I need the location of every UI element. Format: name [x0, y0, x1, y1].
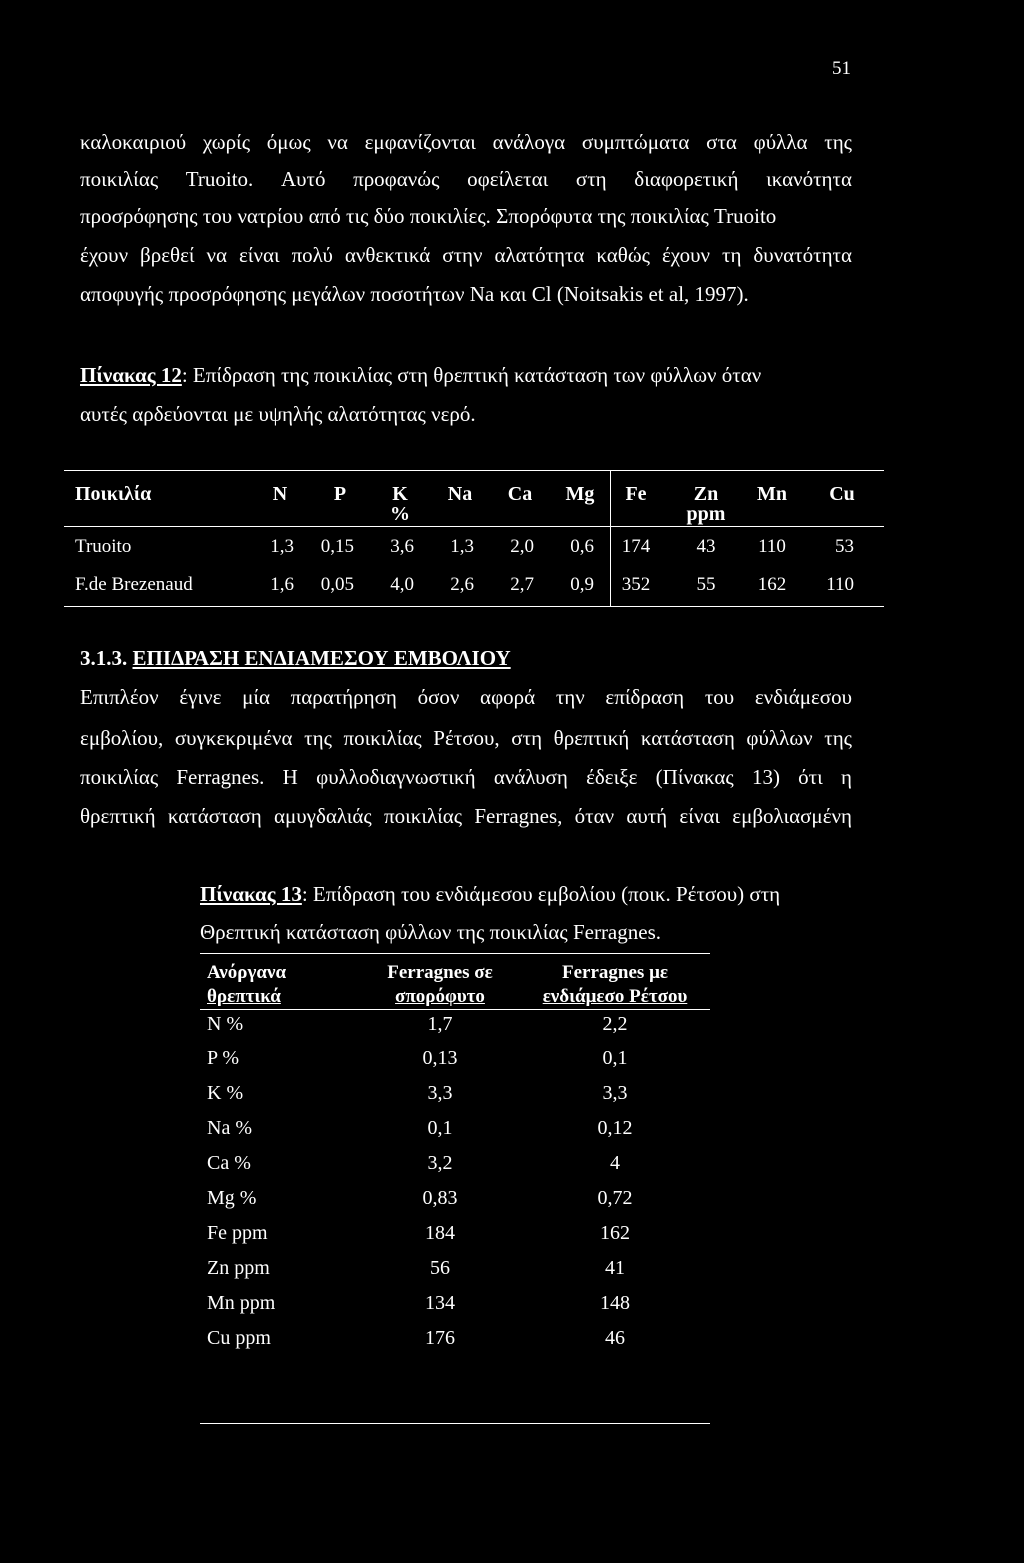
table-cell: 1,3 — [270, 536, 294, 557]
table-cell: 3,6 — [390, 536, 414, 557]
table13-cell-seedling: 184 — [425, 1222, 455, 1244]
col-header-variety: Ποικιλία — [75, 483, 152, 505]
table-cell: 174 — [621, 536, 651, 557]
table-rule — [64, 526, 884, 527]
page-number: 51 — [832, 58, 851, 79]
text-line: ποικιλίας Ferragnes. Η φυλλοδιαγνωστική ανάλυση έδειξε (Πίνακας 13) ότι η — [80, 765, 852, 789]
table13-cell-nutrient: Na % — [207, 1117, 252, 1139]
col-header-seedling: Ferragnes σε — [387, 962, 493, 983]
table-cell: 1,6 — [270, 574, 294, 595]
table13-cell-seedling: 0,13 — [422, 1047, 458, 1069]
col-header-n: N — [272, 483, 288, 505]
table13-cell-seedling: 0,83 — [422, 1187, 458, 1209]
col-header-interstock-line2-text: ενδιάμεσο Ρέτσου — [542, 986, 688, 1007]
col-header-mn: Mn — [757, 483, 787, 505]
section-heading — [80, 646, 511, 671]
table13-cell-nutrient: Zn ppm — [207, 1257, 270, 1279]
text-line: έχουν βρεθεί να είναι πολύ ανθεκτικά στην αλατότητα καθώς έχουν τη δυνατότητα — [80, 243, 852, 267]
col-header-nutrient-line2-text: θρεπτικά — [207, 986, 281, 1007]
table-cell: 0,05 — [320, 574, 354, 595]
table-rule — [200, 953, 710, 954]
table13-cell-nutrient: Cu ppm — [207, 1327, 271, 1349]
table13-cell-nutrient: K % — [207, 1082, 244, 1104]
text-line: προσρόφησης του νατρίου από τις δύο ποικιλίες. Σπορόφυτα της ποικιλίας Truoito — [80, 204, 777, 228]
section-title: ΕΠΙΔΡΑΣΗ ΕΝΔΙΑΜΕΣΟΥ ΕΜΒΟΛΙΟΥ — [132, 646, 511, 670]
col-header-p: P — [333, 483, 347, 505]
col-header-fe: Fe — [625, 483, 647, 505]
table13-cell-seedling: 134 — [425, 1292, 455, 1314]
table13-caption-label: Πίνακας 13 — [200, 882, 302, 906]
table-cell: 2,0 — [510, 536, 534, 557]
table13-cell-seedling: 3,2 — [427, 1152, 453, 1174]
table12-caption-line2: αυτές αρδεύονται με υψηλής αλατότητας νερό. — [80, 402, 476, 426]
table-cell: 162 — [757, 574, 787, 595]
table-cell: 55 — [696, 574, 716, 595]
table-rule — [64, 606, 884, 607]
text-line: καλοκαιριού χωρίς όμως να εμφανίζονται ανάλογα συμπτώματα στα φύλλα της — [80, 130, 852, 154]
table-cell: 2,7 — [510, 574, 534, 595]
col-header-ca: Ca — [507, 483, 533, 505]
table13-caption-line2: Θρεπτική κατάσταση φύλλων της ποικιλίας Ferragnes. — [200, 920, 661, 944]
table13-cell-interstock: 0,1 — [602, 1047, 628, 1069]
col-header-mg: Mg — [565, 483, 595, 505]
table13-cell-nutrient: Mn ppm — [207, 1292, 276, 1314]
text-line: ποικιλίας Truoito. Αυτό προφανώς οφείλεται στη διαφορετική ικανότητα — [80, 167, 852, 191]
table12-caption-text: : Επίδραση της ποικιλίας στη θρεπτική κατάσταση των φύλλων όταν — [181, 363, 762, 387]
col-header-cu: Cu — [829, 483, 855, 505]
text-line: Επιπλέον έγινε μία παρατήρηση όσον αφορά την επίδραση του ενδιάμεσου — [80, 685, 852, 709]
table12-caption — [80, 363, 852, 388]
table13-cell-seedling: 1,7 — [427, 1013, 453, 1035]
table13-cell-interstock: 4 — [610, 1152, 620, 1174]
table-cell: 2,6 — [450, 574, 474, 595]
table13-cell-interstock: 148 — [600, 1292, 630, 1314]
col-header-na: Na — [447, 483, 473, 505]
col-header-seedling-line2 — [365, 986, 515, 1008]
col-header-seedling-line2-text: σπορόφυτο — [395, 986, 485, 1007]
table-cell: 352 — [621, 574, 651, 595]
table-cell: 43 — [696, 536, 716, 557]
table-rule — [64, 470, 884, 471]
table-column-divider — [610, 470, 611, 606]
text-line: θρεπτική κατάσταση αμυγδαλιάς ποικιλίας Ferragnes, όταν αυτή είναι εμβολιασμένη — [80, 804, 852, 828]
table13-cell-seedling: 56 — [430, 1257, 450, 1279]
table-rule — [200, 1009, 710, 1010]
table-cell: 53 — [835, 536, 854, 557]
table13-cell-interstock: 41 — [605, 1257, 625, 1279]
table-cell: 110 — [758, 536, 786, 557]
table13-cell-nutrient: Fe ppm — [207, 1222, 268, 1244]
section-number: 3.1.3. — [80, 646, 128, 670]
table-rule — [200, 1423, 710, 1424]
text-line: αποφυγής προσρόφησης μεγάλων ποσοτήτων Na και Cl (Noitsakis et al, 1997). — [80, 282, 749, 306]
table13-caption-text: : Επίδραση του ενδιάμεσου εμβολίου (ποικ. Ρέτσου) στη — [301, 882, 781, 906]
unit-percent: % — [390, 503, 410, 525]
unit-ppm: ppm — [686, 503, 726, 525]
col-header-nutrient-line2 — [207, 986, 281, 1008]
table13-cell-interstock: 2,2 — [602, 1013, 628, 1035]
table-cell: 110 — [826, 574, 854, 595]
text-line: εμβολίου, συγκεκριμένα της ποικιλίας Ρέτσου, στη θρεπτική κατάσταση φύλλων της — [80, 726, 852, 750]
table-cell: 0,15 — [320, 536, 354, 557]
table13-cell-nutrient: N % — [207, 1013, 244, 1035]
table13-cell-seedling: 3,3 — [427, 1082, 453, 1104]
table13-caption — [200, 882, 780, 907]
col-header-interstock-line2 — [520, 986, 710, 1008]
table-cell-variety: Truoito — [75, 536, 132, 557]
table-cell: 4,0 — [390, 574, 414, 595]
table13-cell-interstock: 46 — [605, 1327, 625, 1349]
col-header-k: K — [392, 483, 408, 505]
table13-cell-interstock: 0,12 — [597, 1117, 633, 1139]
table13-cell-seedling: 0,1 — [427, 1117, 453, 1139]
col-header-nutrient: Ανόργανα — [207, 962, 287, 983]
table-cell: 0,9 — [570, 574, 594, 595]
table13-cell-nutrient: Ca % — [207, 1152, 251, 1174]
table13-cell-interstock: 162 — [600, 1222, 630, 1244]
table12-caption-label: Πίνακας 12 — [80, 363, 182, 387]
table13-cell-nutrient: P % — [207, 1047, 240, 1069]
table-cell: 1,3 — [450, 536, 474, 557]
table13-cell-interstock: 3,3 — [602, 1082, 628, 1104]
table13-cell-interstock: 0,72 — [597, 1187, 633, 1209]
table-cell-variety: F.de Brezenaud — [75, 574, 193, 595]
table-cell: 0,6 — [570, 536, 594, 557]
table13-cell-nutrient: Mg % — [207, 1187, 257, 1209]
table13-cell-seedling: 176 — [425, 1327, 455, 1349]
col-header-zn: Zn — [693, 483, 719, 505]
col-header-interstock: Ferragnes με — [562, 962, 668, 983]
